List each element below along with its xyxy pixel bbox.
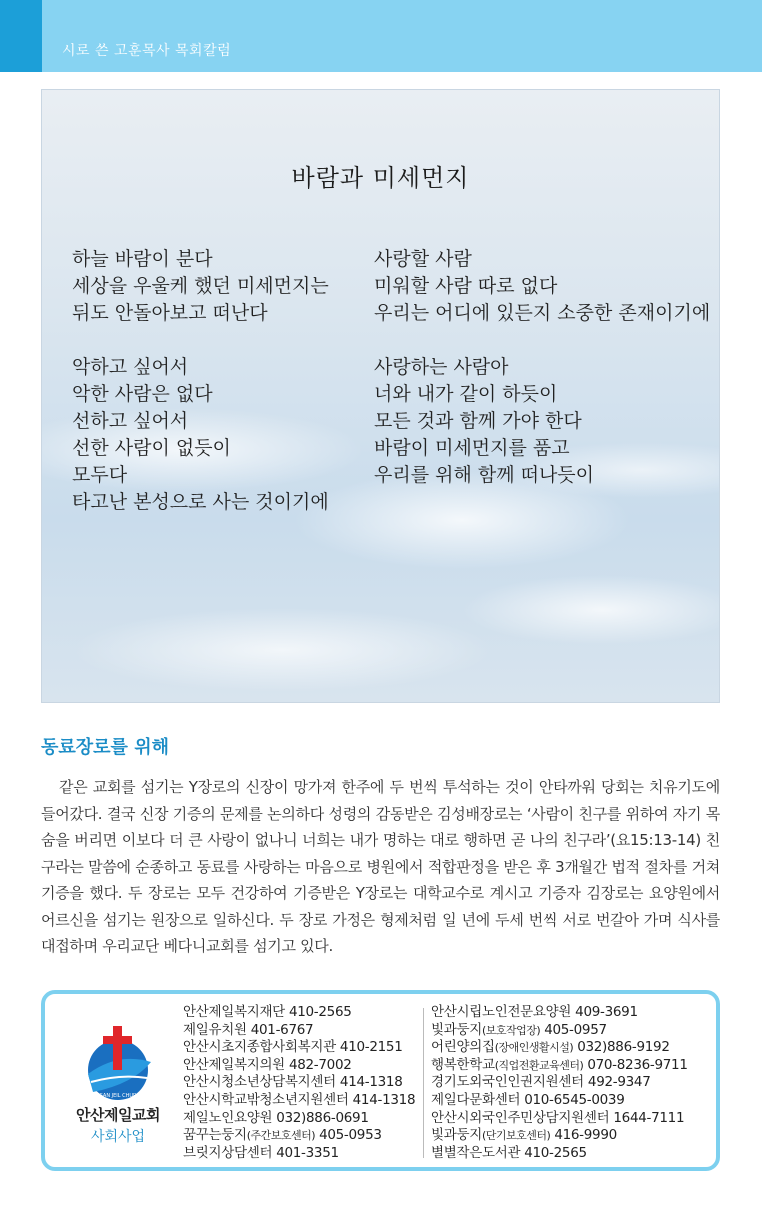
poem-line: 악하고 싶어서: [72, 356, 189, 378]
entry-name: 제일다문화센터: [431, 1091, 521, 1108]
entry-name: 안산시학교밖청소년지원센터: [183, 1091, 349, 1108]
entry-tag: (직업전환교육센터): [494, 1058, 584, 1072]
directory-column-2: [431, 1004, 688, 1162]
org-name: 안산제일교회: [76, 1106, 160, 1124]
poem-stanza-4: [374, 354, 594, 489]
poem-stanza-1: [72, 246, 329, 327]
poem-line: 선하고 싶어서: [72, 410, 189, 432]
entry-name: 꿈꾸는둥지: [183, 1127, 247, 1144]
poem-panel: [41, 89, 720, 703]
entry-phone: 414-1318: [339, 1074, 403, 1091]
poem-stanza-3: [374, 246, 710, 327]
poem-line: 바람이 미세먼지를 품고: [374, 437, 570, 459]
entry-phone: 070-8236-9711: [587, 1056, 688, 1073]
poem-line: 우리는 어디에 있든지 소중한 존재이기에: [374, 302, 711, 324]
directory-entry: [183, 1004, 415, 1022]
entry-phone: 492-9347: [587, 1074, 651, 1091]
entry-tag: (장애인생활시설): [494, 1041, 574, 1055]
directory-entry: [183, 1074, 415, 1092]
org-subtitle: 사회사업: [90, 1129, 146, 1145]
header-tab: [0, 0, 42, 72]
poem-line: 세상을 우울케 했던 미세먼지는: [72, 275, 329, 297]
entry-phone: 405-0953: [319, 1127, 382, 1144]
entry-phone: 414-1318: [352, 1091, 416, 1108]
entry-phone: 010-6545-0039: [524, 1091, 625, 1108]
entry-name: 안산시립노인전문요양원: [431, 1004, 572, 1020]
entry-name: 별별작은도서관: [431, 1144, 521, 1161]
entry-phone: 405-0957: [544, 1021, 607, 1038]
entry-phone: 401-3351: [276, 1144, 339, 1161]
entry-tag: (보호작업장): [481, 1023, 541, 1037]
poem-line: 너와 내가 같이 하듯이: [374, 383, 558, 405]
header-bar: [0, 0, 762, 72]
poem-line: 선한 사람이 없듯이: [72, 437, 231, 459]
entry-name: 빛과둥지: [431, 1127, 482, 1144]
poem-line: 악한 사람은 없다: [72, 383, 213, 405]
directory-entry: [431, 1004, 688, 1022]
entry-phone: 032)886-9192: [577, 1039, 670, 1056]
poem-line: 모든 것과 함께 가야 한다: [374, 410, 582, 432]
entry-name: 안산시청소년상담복지센터: [183, 1074, 336, 1091]
entry-phone: 032)886-0691: [276, 1109, 369, 1126]
entry-phone: 482-7002: [288, 1056, 352, 1073]
entry-name: 안산시초지종합사회복지관: [183, 1039, 336, 1056]
entry-name: 경기도외국인인권지원센터: [431, 1074, 584, 1091]
logo-text: ANSAN JEIL CHURCH: [92, 1093, 144, 1099]
entry-tag: (단기보호센터): [481, 1129, 551, 1143]
entry-name: 안산제일복지재단: [183, 1004, 285, 1020]
entry-phone: 410-2151: [339, 1039, 403, 1056]
directory-entry: [431, 1074, 688, 1092]
directory-entry: [431, 1145, 688, 1163]
footer-directory: [41, 990, 720, 1171]
directory-entry: [183, 1057, 415, 1075]
article-body: 같은 교회를 섬기는 Y장로의 신장이 망가져 한주에 두 번씩 투석하는 것이 안타까워 당회는 치유기도에 들어갔다. 결국 신장 기증의 문제를 논의하다 성령의 감동받은 김성배장로는 ‘사람이 친구를 위하여 자기 목숨을 버리면 이보다 더 큰 사랑이 없나니 너희는 내가 명하는 대로 행하면 곧 나의 친구라’(요15:13-14) 친구라는 말씀에 순종하고 동료를 사랑하는 마음으로 병원에서 적합판정을 받은 후 3개월간 법적 절차를 거쳐 기증을 했다. 두 장로는 모두 건강하여 기증받은 Y장로는 대학교수로 계시고 기증자 김장로는 요양원에서 어르신을 섬기는 원장으로 일하신다. 두 장로 가정은 형제처럼 일 년에 두세 번씩 서로 번갈아 가며 식사를 대접하며 우리교단 베다니교회를 섬기고 있다.: [41, 778, 720, 955]
directory-column-1: [183, 1004, 415, 1162]
entry-phone: 410-2565: [524, 1144, 587, 1161]
directory-entry: [183, 1092, 415, 1110]
article-heading: 동료장로를 위해: [41, 737, 169, 758]
entry-tag: (주간보호센터): [246, 1129, 316, 1143]
poem-stanza-2: [72, 354, 329, 516]
entry-name: 브릿지상담센터: [183, 1144, 273, 1161]
entry-phone: 410-2565: [288, 1004, 352, 1020]
entry-name: 어린양의집: [431, 1039, 495, 1056]
directory-entry: [431, 1127, 688, 1145]
entry-phone: 1644-7111: [613, 1109, 685, 1126]
poem-title: 바람과 미세먼지: [291, 164, 470, 192]
column-divider: [423, 1008, 424, 1158]
poem-line: 하늘 바람이 분다: [72, 248, 213, 270]
entry-phone: 416-9990: [554, 1127, 617, 1144]
poem-line: 미워할 사람 따로 없다: [374, 275, 558, 297]
church-logo-icon: [73, 1022, 163, 1112]
poem-line: 사랑하는 사람아: [374, 356, 509, 378]
entry-name: 안산제일복지의원: [183, 1056, 285, 1073]
directory-entry: [183, 1039, 415, 1057]
entry-name: 행복한학교: [431, 1056, 495, 1073]
poem-line: 모두다: [72, 464, 128, 486]
directory-entry: [431, 1110, 688, 1128]
directory-entry: [183, 1127, 415, 1145]
entry-phone: 401-6767: [250, 1021, 314, 1038]
directory-entry: [183, 1022, 415, 1040]
poem-line: 뒤도 안돌아보고 떠난다: [72, 302, 268, 324]
poem-line: 사랑할 사람: [374, 248, 472, 270]
poem-line: 우리를 위해 함께 떠나듯이: [374, 464, 595, 486]
directory-entry: [431, 1039, 688, 1057]
directory-entry: [431, 1092, 688, 1110]
header-title: 시로 쓴 고훈목사 목회칼럼: [62, 43, 232, 59]
entry-name: 빛과둥지: [431, 1021, 482, 1038]
directory-entry: [431, 1022, 688, 1040]
poem-line: 타고난 본성으로 사는 것이기에: [72, 491, 329, 513]
directory-entry: [183, 1145, 415, 1163]
directory-entry: [183, 1110, 415, 1128]
entry-name: 안산시외국인주민상담지원센터: [431, 1109, 610, 1126]
entry-name: 제일유치원: [183, 1021, 247, 1038]
directory-entry: [431, 1057, 688, 1075]
entry-name: 제일노인요양원: [183, 1109, 273, 1126]
entry-phone: 409-3691: [575, 1004, 638, 1020]
